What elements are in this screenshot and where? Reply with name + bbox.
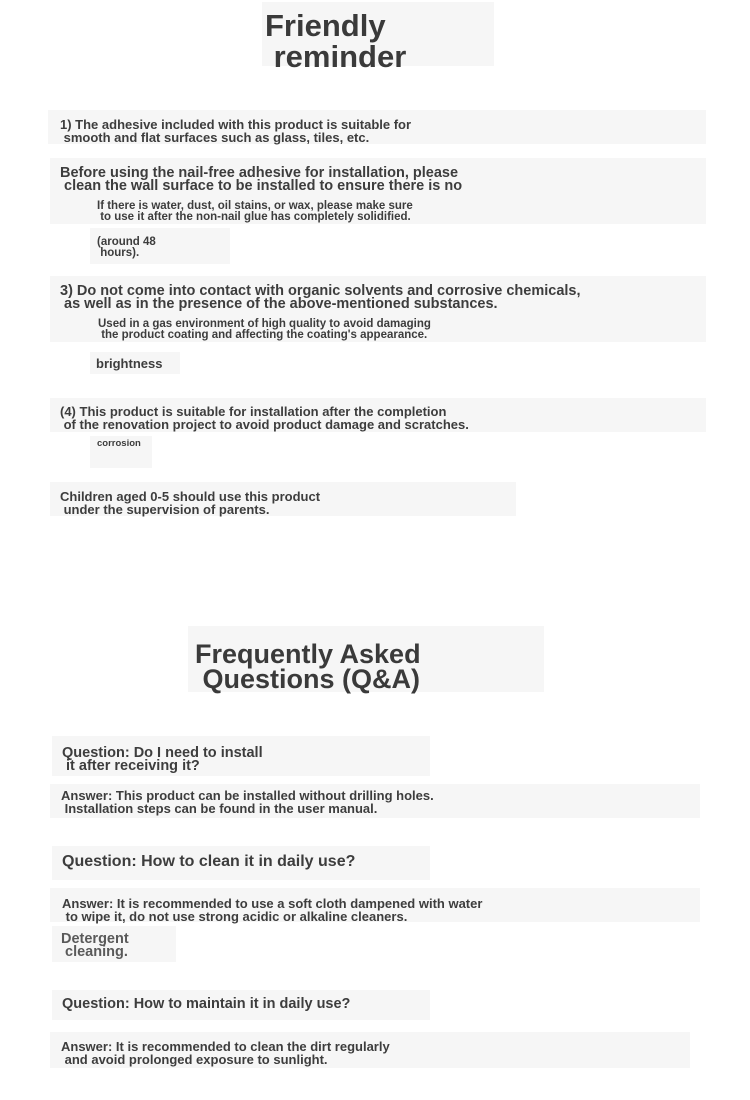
reminder-title: Friendly reminder bbox=[265, 8, 407, 74]
faq-title: Frequently Asked Questions (Q&A) bbox=[195, 639, 421, 694]
faq-answer-1: Answer: This product can be installed without drilling holes. Installation steps can be found in the user manual. bbox=[61, 788, 434, 816]
reminder-item-2-note: (around 48 hours). bbox=[97, 236, 156, 259]
faq-question-1: Question: Do I need to install it after receiving it? bbox=[62, 745, 263, 774]
reminder-item-3-detail: Used in a gas environment of high quality to avoid damaging the product coating and affecting the coating's appearance. bbox=[98, 318, 431, 341]
faq-question-3: Question: How to maintain it in daily use? bbox=[62, 996, 351, 1012]
reminder-item-5: Children aged 0-5 should use this product under the supervision of parents. bbox=[60, 489, 321, 517]
reminder-item-2-detail: If there is water, dust, oil stains, or wax, please make sure to use it after the non-nail glue has completely solidified. bbox=[97, 200, 413, 223]
faq-answer-2: Answer: It is recommended to use a soft cloth dampened with water to wipe it, do not use strong acidic or alkaline cleaners. bbox=[62, 896, 483, 924]
reminder-item-2: Before using the nail-free adhesive for installation, please clean the wall surface to be installed to ensure there is no bbox=[60, 165, 463, 194]
reminder-item-3-note: brightness bbox=[96, 356, 163, 371]
reminder-item-4-note: corrosion bbox=[97, 438, 141, 449]
faq-question-2: Question: How to clean it in daily use? bbox=[62, 853, 356, 870]
faq-answer-3: Answer: It is recommended to clean the dirt regularly and avoid prolonged exposure to sunlight. bbox=[61, 1039, 390, 1067]
reminder-item-4: (4) This product is suitable for installation after the completion of the renovation project to avoid product damage and scratches. bbox=[60, 404, 469, 432]
reminder-item-3: 3) Do not come into contact with organic solvents and corrosive chemicals, as well as in the presence of the above-mentioned substances. bbox=[60, 283, 581, 312]
faq-answer-2-note: Detergent cleaning. bbox=[61, 931, 129, 960]
reminder-item-1: 1) The adhesive included with this product is suitable for smooth and flat surfaces such as glass, tiles, etc. bbox=[60, 117, 412, 145]
